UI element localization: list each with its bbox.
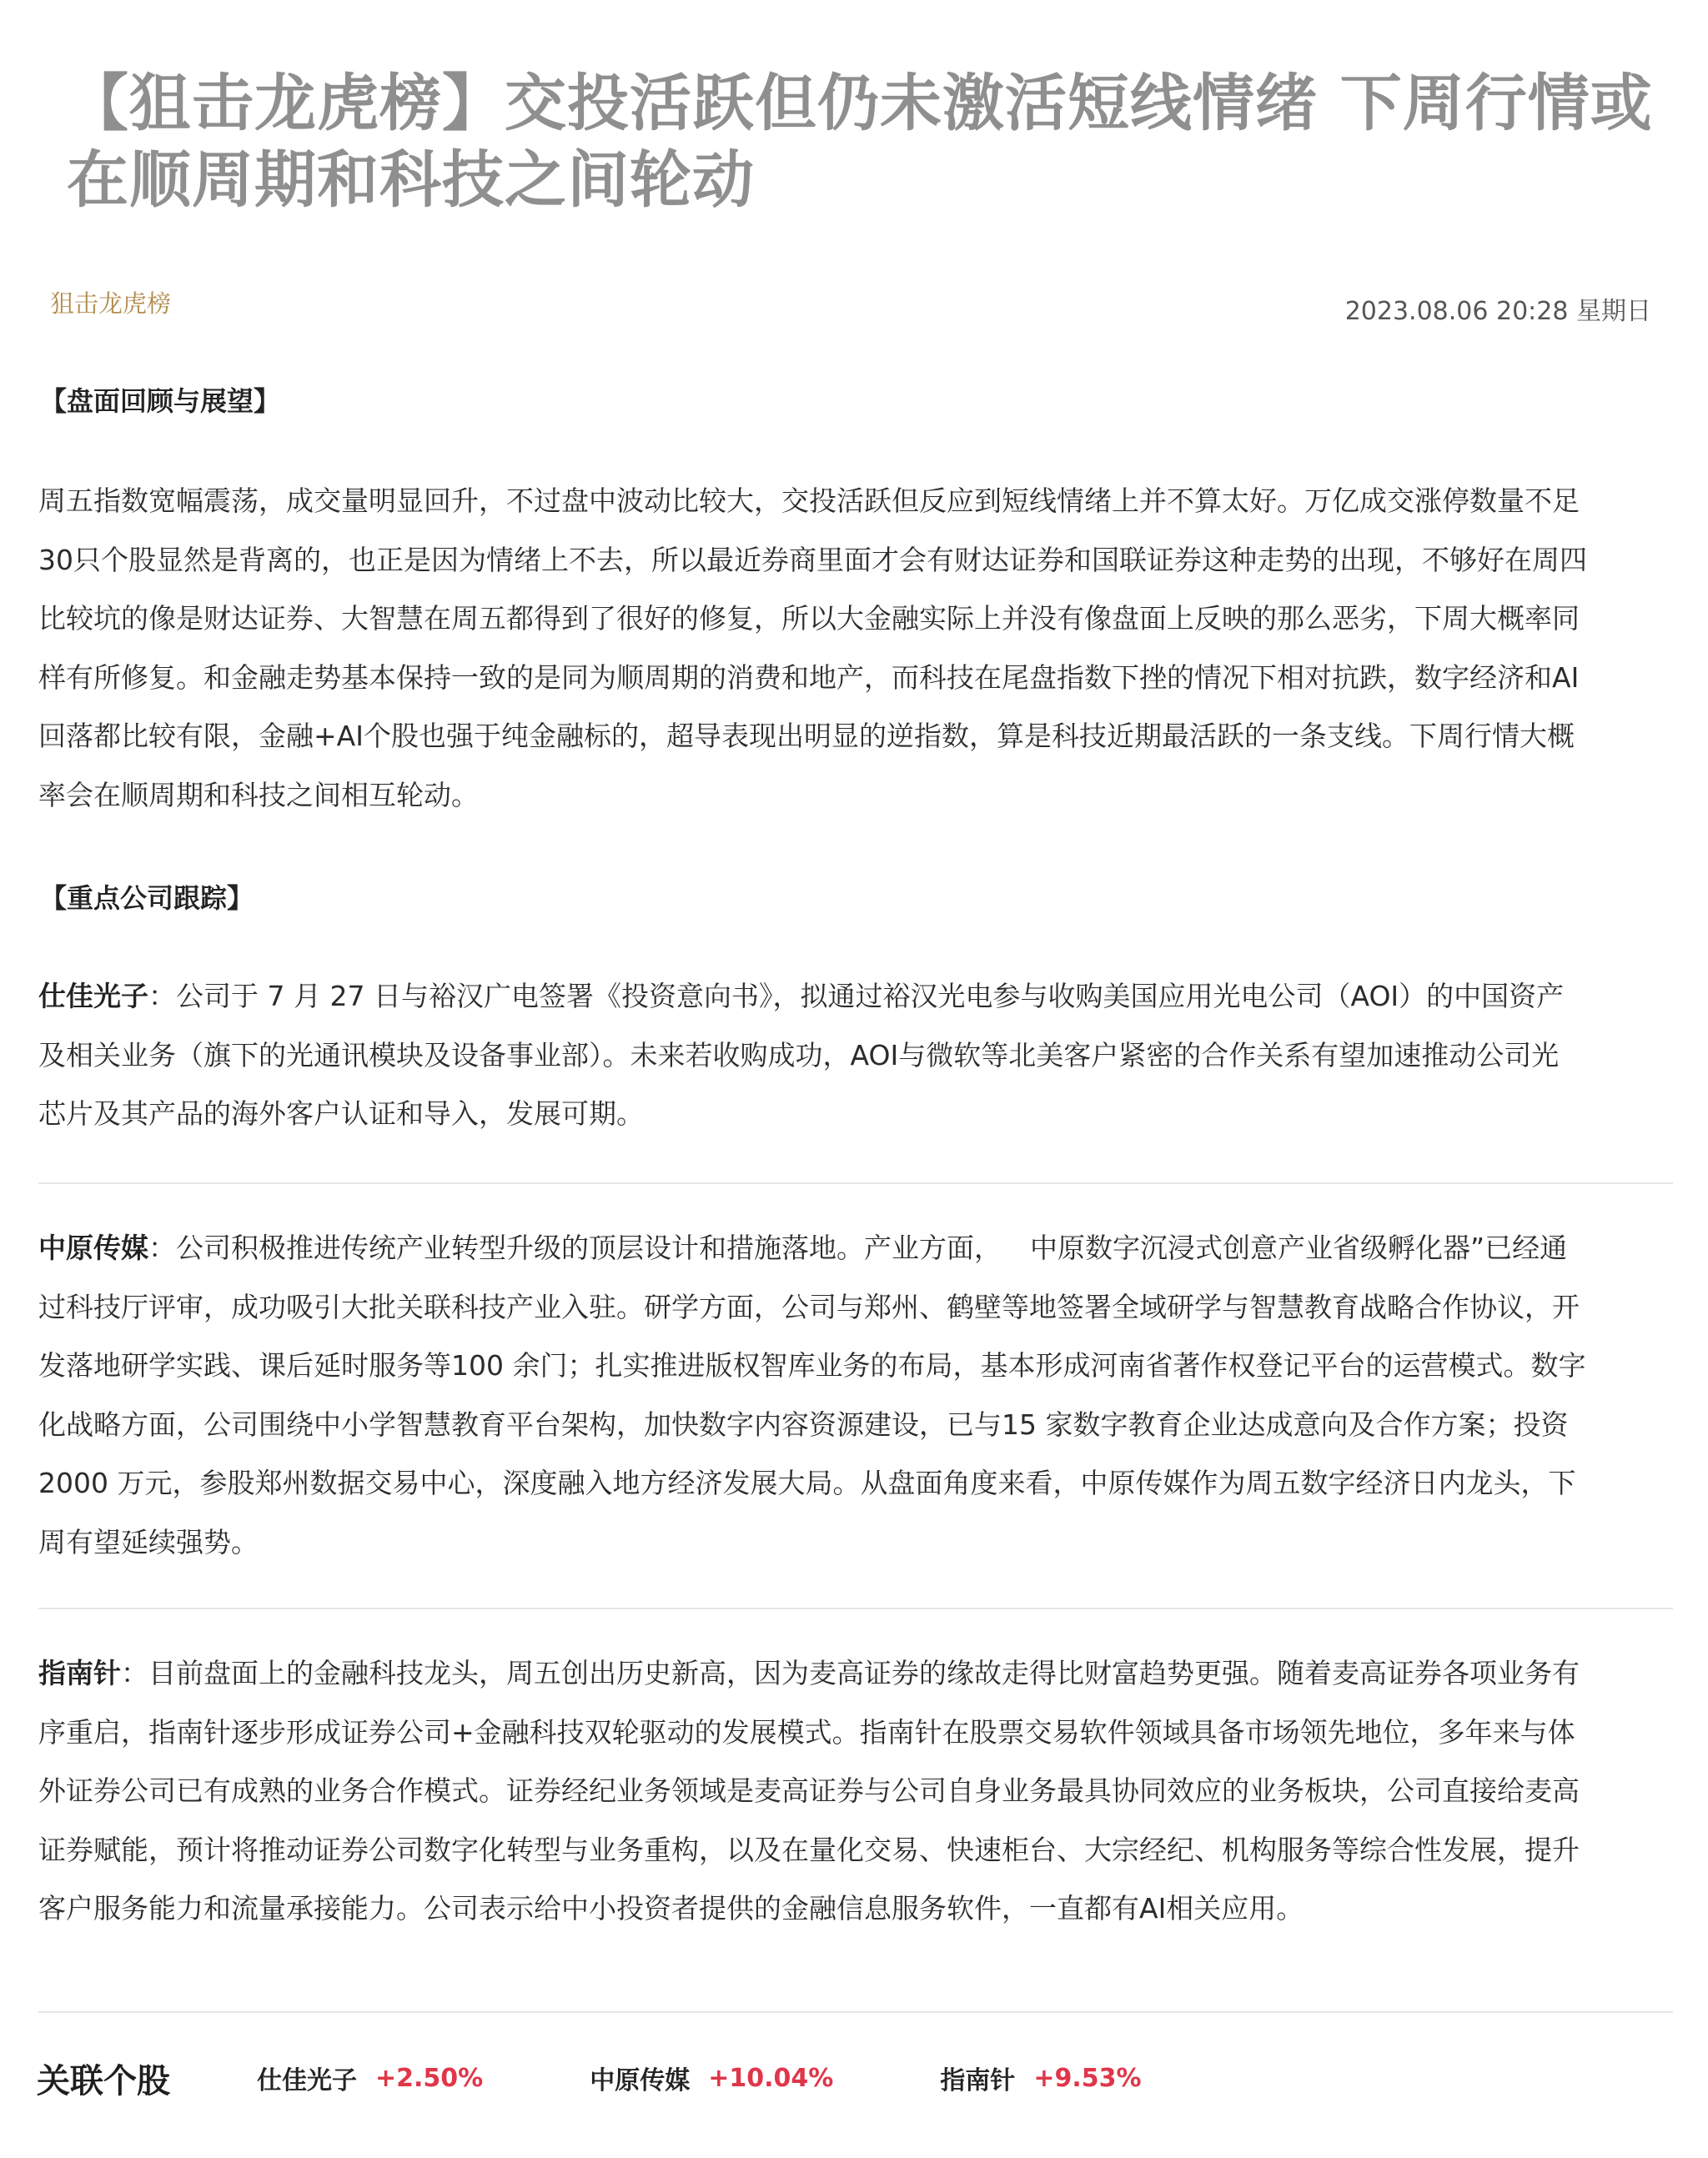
related-stocks-title: 关联个股 [37, 2061, 170, 2100]
company-line: 证券赋能，预计将推动证券公司数字化转型与业务重构，以及在量化交易、快速柜台、大宗经纪、机构服务等综合性发展，提升 [38, 1833, 1580, 1866]
article-title-line-2: 在顺周期和科技之间轮动 [67, 144, 755, 216]
company-line: 过科技厅评审，成功吸引大批关联科技产业入驻。研学方面，公司与郑州、鹤壁等地签署全域研学与智慧教育战略合作协议，开 [38, 1290, 1580, 1323]
review-line: 率会在顺周期和科技之间相互轮动。 [38, 778, 479, 811]
company-line: 外证券公司已有成熟的业务合作模式。证券经纪业务领域是麦高证券与公司自身业务最具协同效应的业务板块，公司直接给麦高 [38, 1774, 1580, 1807]
company-line: 2000 万元，参股郑州数据交易中心，深度融入地方经济发展大局。从盘面角度来看，中原传媒作为周五数字经济日内龙头，下 [38, 1467, 1576, 1499]
company-colon: ： [121, 1657, 148, 1689]
company-text: 中原数字沉浸式创意产业省级孵化器”已经通 [1030, 1232, 1568, 1264]
company-paragraph-shijia [38, 967, 1673, 1144]
company-name: 中原传媒 [38, 1232, 148, 1264]
company-line: 化战略方面，公司围绕中小学智慧教育平台架构，加快数字内容资源建设，已与15 家数字教育企业达成意向及合作方案；投资 [38, 1408, 1569, 1441]
company-first-line [38, 967, 1673, 1026]
stock-change: +2.50% [375, 2063, 484, 2093]
company-name: 指南针 [38, 1657, 121, 1689]
company-first-line [38, 1219, 1673, 1278]
article-title [67, 65, 1651, 218]
company-line: 芯片及其产品的海外客户认证和导入，发展可期。 [38, 1097, 644, 1130]
review-line: 回落都比较有限，金融+AI个股也强于纯金融标的，超导表现出明显的逆指数，算是科技近期最活跃的一条支线。下周行情大概 [38, 720, 1575, 752]
company-colon: ： [148, 980, 176, 1012]
publish-datetime: 2023.08.06 20:28 星期日 [1344, 297, 1651, 326]
review-line: 30只个股显然是背离的，也正是因为情绪上不去，所以最近券商里面才会有财达证券和国联证券这种走势的出现，不够好在周四 [38, 543, 1587, 576]
company-line: 及相关业务（旗下的光通讯模块及设备事业部）。未来若收购成功，AOI与微软等北美客户紧密的合作关系有望加速推动公司光 [38, 1038, 1560, 1071]
divider [38, 1182, 1673, 1184]
company-name: 仕佳光子 [38, 980, 148, 1012]
stock-link-zhongyuan[interactable] [590, 2060, 833, 2096]
company-line: 客户服务能力和流量承接能力。公司表示给中小投资者提供的金融信息服务软件，一直都有AI相关应用。 [38, 1892, 1304, 1925]
stock-link-shijia[interactable] [257, 2060, 483, 2096]
review-line: 周五指数宽幅震荡，成交量明显回升，不过盘中波动比较大，交投活跃但反应到短线情绪上并不算太好。万亿成交涨停数量不足 [38, 484, 1580, 517]
stock-name: 仕佳光子 [257, 2066, 357, 2095]
stock-change: +10.04% [708, 2063, 834, 2093]
review-paragraph [38, 472, 1673, 825]
stock-name: 指南针 [940, 2066, 1016, 2095]
stock-change: +9.53% [1033, 2063, 1142, 2093]
article-title-line-1: 【狙击龙虎榜】交投活跃但仍未激活短线情绪 下周行情或 [67, 68, 1653, 139]
company-text: 公司积极推进传统产业转型升级的顶层设计和措施落地。产业方面， [176, 1232, 1002, 1264]
review-line: 样有所修复。和金融走势基本保持一致的是同为顺周期的消费和地产，而科技在尾盘指数下挫的情况下相对抗跌，数字经济和AI [38, 660, 1580, 694]
company-line: 周有望延续强势。 [38, 1525, 259, 1558]
section-heading-review: 【盘面回顾与展望】 [40, 385, 281, 417]
company-line: 序重启，指南针逐步形成证券公司+金融科技双轮驱动的发展模式。指南针在股票交易软件领域具备市场领先地位，多年来与体 [38, 1715, 1575, 1749]
company-paragraph-zhinanzhen [38, 1644, 1673, 1939]
company-colon: ： [148, 1232, 176, 1264]
company-line: 发落地研学实践、课后延时服务等100 余门；扎实推进版权智库业务的布局，基本形成河南省著作权登记平台的运营模式。数字 [38, 1349, 1586, 1382]
company-paragraph-zhongyuan [38, 1219, 1673, 1572]
related-stocks-bar [37, 2053, 1671, 2103]
stock-name: 中原传媒 [590, 2066, 691, 2095]
company-text: 公司于 7 月 27 日与裕汉广电签署《投资意向书》，拟通过裕汉光电参与收购美国应用光电公司（AOI）的中国资产 [176, 980, 1565, 1012]
review-line: 比较坑的像是财达证券、大智慧在周五都得到了很好的修复，所以大金融实际上并没有像盘面上反映的那么恶劣，下周大概率同 [38, 602, 1580, 635]
divider [38, 1608, 1673, 1609]
company-first-line [38, 1644, 1673, 1704]
company-text: 目前盘面上的金融科技龙头，周五创出历史新高，因为麦高证券的缘故走得比财富趋势更强。随着麦高证券各项业务有 [148, 1657, 1580, 1689]
stock-link-zhinanzhen[interactable] [940, 2060, 1141, 2096]
divider [38, 2011, 1673, 2013]
section-heading-tracking: 【重点公司跟踪】 [40, 882, 254, 914]
author-link[interactable]: 狙击龙虎榜 [50, 289, 172, 318]
